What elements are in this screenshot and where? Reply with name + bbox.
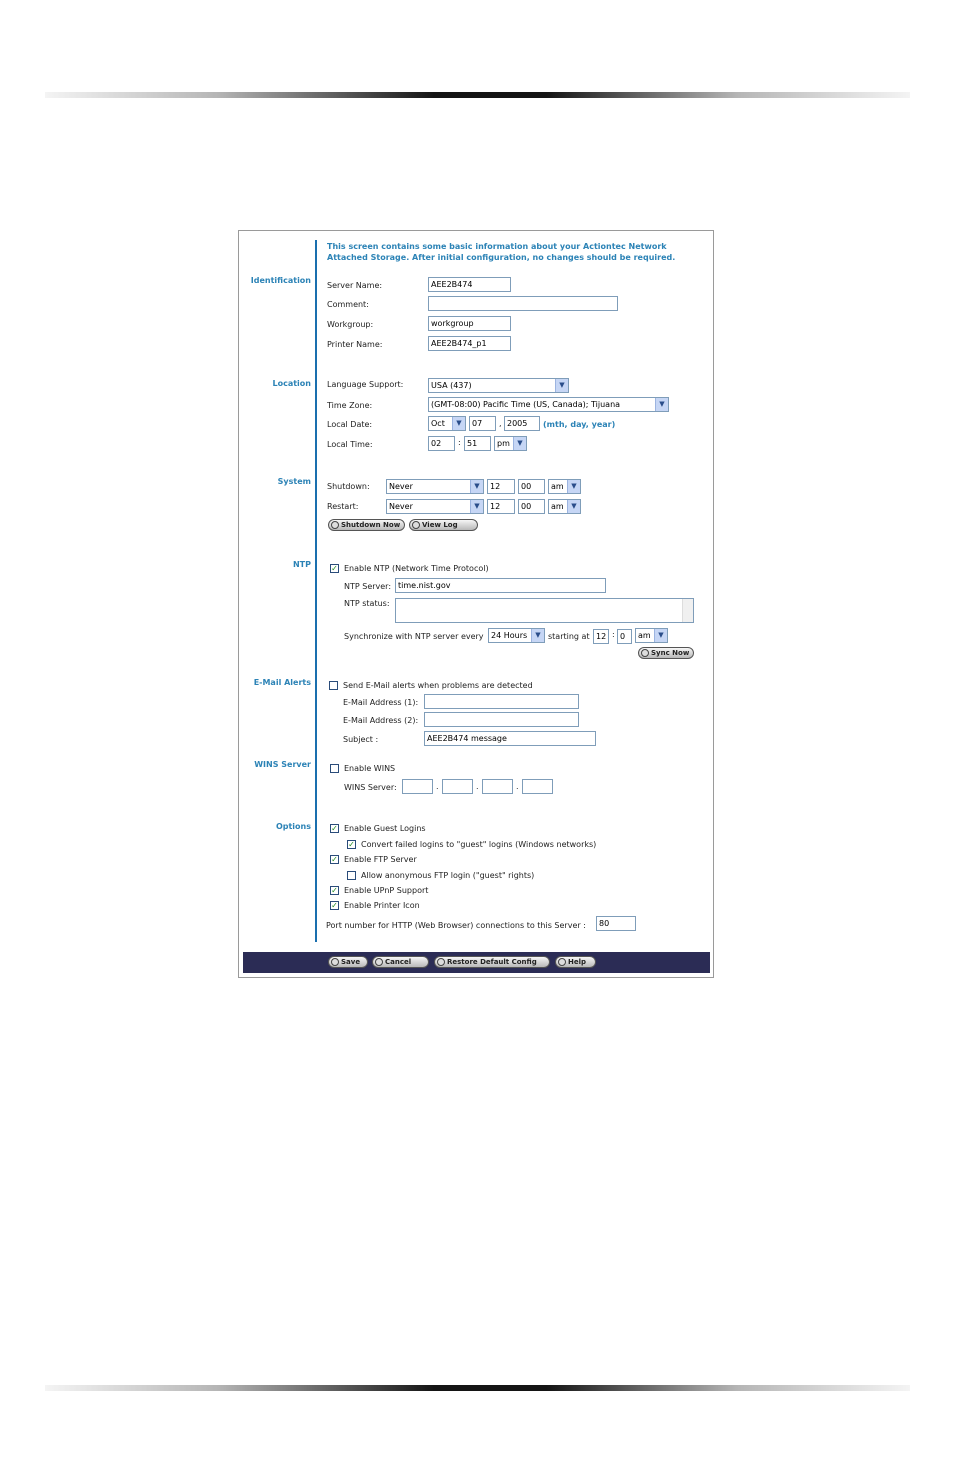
section-identification: Identification	[250, 276, 311, 285]
date-comma: ,	[499, 419, 502, 428]
timezone-select[interactable]	[428, 397, 669, 412]
timezone-value: (GMT-08:00) Pacific Time (US, Canada); Tijuana	[431, 400, 621, 409]
restart-label: Restart:	[327, 502, 359, 511]
restore-default-config-label: Restore Default Config	[447, 958, 537, 966]
enable-wins-label: Enable WINS	[344, 764, 396, 773]
section-ntp: NTP	[292, 560, 311, 569]
view-log-label: View Log	[422, 521, 458, 529]
ntp-start-ampm-select[interactable]	[635, 628, 668, 643]
shutdown-mode-select[interactable]	[386, 479, 484, 494]
ampm-select[interactable]	[494, 436, 527, 451]
ntp-status-textarea	[395, 598, 694, 623]
email-subject-label: Subject :	[343, 735, 379, 744]
date-format-hint: (mth, day, year)	[543, 420, 616, 429]
shutdown-hour-input[interactable]: 12	[487, 479, 515, 494]
enable-wins-checkbox[interactable]	[330, 764, 339, 773]
intro-text: This screen contains some basic information about your Actiontec Network Attached Storage. After initial configuration, no changes should be required.	[327, 242, 676, 262]
wins-octet-3-input[interactable]	[482, 779, 513, 794]
dropdown-arrow-icon: ▼	[567, 500, 580, 513]
email-subject-input[interactable]: AEE2B474 message	[424, 731, 596, 746]
sync-now-button[interactable]	[638, 647, 694, 659]
enable-printer-icon-checkbox[interactable]: ✓	[331, 901, 338, 910]
shutdown-label: Shutdown:	[327, 482, 370, 491]
date-label: Local Date:	[327, 420, 373, 429]
hour-input[interactable]: 02	[428, 436, 455, 451]
dropdown-arrow-icon: ▼	[655, 398, 668, 411]
anonymous-ftp-checkbox[interactable]	[347, 871, 356, 880]
anonymous-ftp-label: Allow anonymous FTP login ("guest" rights)	[361, 871, 535, 880]
ntp-start-ampm-value: am	[638, 631, 651, 640]
restart-ampm-value: am	[551, 502, 564, 511]
view-log-button[interactable]	[409, 519, 478, 531]
section-location: Location	[272, 379, 311, 388]
dropdown-arrow-icon: ▼	[513, 437, 526, 450]
year-input[interactable]: 2005	[504, 416, 540, 431]
send-email-checkbox[interactable]	[329, 681, 338, 690]
language-label: Language Support:	[327, 380, 404, 389]
shutdown-now-button[interactable]	[328, 519, 405, 531]
dropdown-arrow-icon: ▼	[470, 500, 483, 513]
ampm-value: pm	[497, 439, 510, 448]
wins-dot: .	[516, 782, 519, 791]
http-port-input[interactable]: 80	[596, 916, 636, 931]
shutdown-ampm-select[interactable]	[548, 479, 581, 494]
wins-octet-4-input[interactable]	[522, 779, 553, 794]
printer-name-label: Printer Name:	[327, 340, 383, 349]
shutdown-mode-value: Never	[389, 482, 413, 491]
section-options: Options	[275, 822, 311, 831]
comment-input[interactable]	[428, 296, 618, 311]
button-bullet-icon	[412, 521, 420, 529]
timezone-label: Time Zone:	[327, 401, 373, 410]
ntp-interval-select[interactable]	[488, 628, 545, 643]
ntp-starting-label: starting at	[548, 632, 590, 641]
wins-octet-2-input[interactable]	[442, 779, 473, 794]
sync-now-label: Sync Now	[651, 649, 690, 657]
vertical-divider	[315, 240, 317, 942]
enable-ftp-label: Enable FTP Server	[344, 855, 417, 864]
cancel-button[interactable]	[372, 956, 429, 968]
save-button[interactable]	[328, 956, 368, 968]
convert-logins-label: Convert failed logins to "guest" logins (Windows networks)	[361, 840, 597, 849]
restart-hour-input[interactable]: 12	[487, 499, 515, 514]
button-bullet-icon	[641, 649, 649, 657]
language-value: USA (437)	[431, 381, 472, 390]
comment-label: Comment:	[327, 300, 369, 309]
ntp-server-input[interactable]: time.nist.gov	[395, 578, 606, 593]
wins-server-label: WINS Server:	[344, 783, 397, 792]
restart-minute-input[interactable]: 00	[518, 499, 545, 514]
button-bullet-icon	[375, 958, 383, 966]
day-input[interactable]: 07	[469, 416, 496, 431]
shutdown-now-label: Shutdown Now	[341, 521, 401, 529]
enable-ftp-checkbox[interactable]: ✓	[331, 855, 338, 864]
dropdown-arrow-icon: ▼	[654, 629, 667, 642]
restore-default-config-button[interactable]	[434, 956, 550, 968]
server-name-label: Server Name:	[327, 281, 383, 290]
ntp-sync-label: Synchronize with NTP server every	[344, 632, 484, 641]
ntp-interval-value: 24 Hours	[491, 631, 528, 640]
restart-ampm-select[interactable]	[548, 499, 581, 514]
time-colon: :	[458, 438, 461, 447]
button-bullet-icon	[558, 958, 566, 966]
enable-upnp-label: Enable UPnP Support	[344, 886, 429, 895]
dropdown-arrow-icon: ▼	[531, 629, 544, 642]
restart-mode-select[interactable]	[386, 499, 484, 514]
ntp-time-colon: :	[612, 630, 615, 639]
enable-guest-label: Enable Guest Logins	[344, 824, 426, 833]
ntp-server-label: NTP Server:	[344, 582, 392, 591]
restart-mode-value: Never	[389, 502, 413, 511]
wins-dot: .	[436, 782, 439, 791]
shutdown-minute-input[interactable]: 00	[518, 479, 545, 494]
help-label: Help	[568, 958, 587, 966]
dropdown-arrow-icon: ▼	[470, 480, 483, 493]
month-select[interactable]	[428, 416, 466, 431]
send-email-label: Send E-Mail alerts when problems are detected	[343, 681, 533, 690]
email-address-2-input[interactable]	[424, 712, 579, 727]
section-system: System	[277, 477, 311, 486]
workgroup-input[interactable]: workgroup	[428, 316, 511, 331]
section-wins-server: WINS Server	[254, 760, 311, 769]
config-screenshot	[238, 230, 714, 978]
save-label: Save	[341, 958, 361, 966]
button-bullet-icon	[437, 958, 445, 966]
footer-action-bar	[243, 952, 710, 973]
scrollbar[interactable]	[682, 599, 693, 622]
shutdown-ampm-value: am	[551, 482, 564, 491]
enable-printer-icon-label: Enable Printer Icon	[344, 901, 420, 910]
enable-upnp-checkbox[interactable]: ✓	[331, 886, 338, 895]
section-email-alerts: E-Mail Alerts	[253, 678, 311, 687]
ntp-start-hour-input[interactable]: 12	[593, 629, 609, 644]
top-decorative-rule	[45, 92, 910, 98]
email-address-2-label: E-Mail Address (2):	[343, 716, 419, 725]
workgroup-label: Workgroup:	[327, 320, 374, 329]
server-name-input[interactable]: AEE2B474	[428, 277, 511, 292]
convert-logins-checkbox[interactable]: ✓	[348, 840, 355, 849]
wins-dot: .	[476, 782, 479, 791]
minute-input[interactable]: 51	[464, 436, 491, 451]
ntp-start-minute-input[interactable]: 0	[617, 629, 632, 644]
email-address-1-input[interactable]	[424, 694, 579, 709]
language-select[interactable]	[428, 378, 569, 393]
button-bullet-icon	[331, 958, 339, 966]
dropdown-arrow-icon: ▼	[555, 379, 568, 392]
enable-ntp-checkbox[interactable]: ✓	[331, 564, 338, 573]
help-button[interactable]	[555, 956, 596, 968]
dropdown-arrow-icon: ▼	[567, 480, 580, 493]
enable-ntp-label: Enable NTP (Network Time Protocol)	[344, 564, 489, 573]
wins-octet-1-input[interactable]	[402, 779, 433, 794]
bottom-decorative-rule	[45, 1385, 910, 1391]
enable-guest-checkbox[interactable]: ✓	[331, 824, 338, 833]
printer-name-input[interactable]: AEE2B474_p1	[428, 336, 511, 351]
button-bullet-icon	[331, 521, 339, 529]
http-port-label: Port number for HTTP (Web Browser) connections to this Server :	[326, 921, 586, 930]
cancel-label: Cancel	[385, 958, 412, 966]
ntp-status-label: NTP status:	[344, 599, 390, 608]
dropdown-arrow-icon: ▼	[452, 417, 465, 430]
month-value: Oct	[431, 419, 445, 428]
time-label: Local Time:	[327, 440, 373, 449]
email-address-1-label: E-Mail Address (1):	[343, 698, 419, 707]
